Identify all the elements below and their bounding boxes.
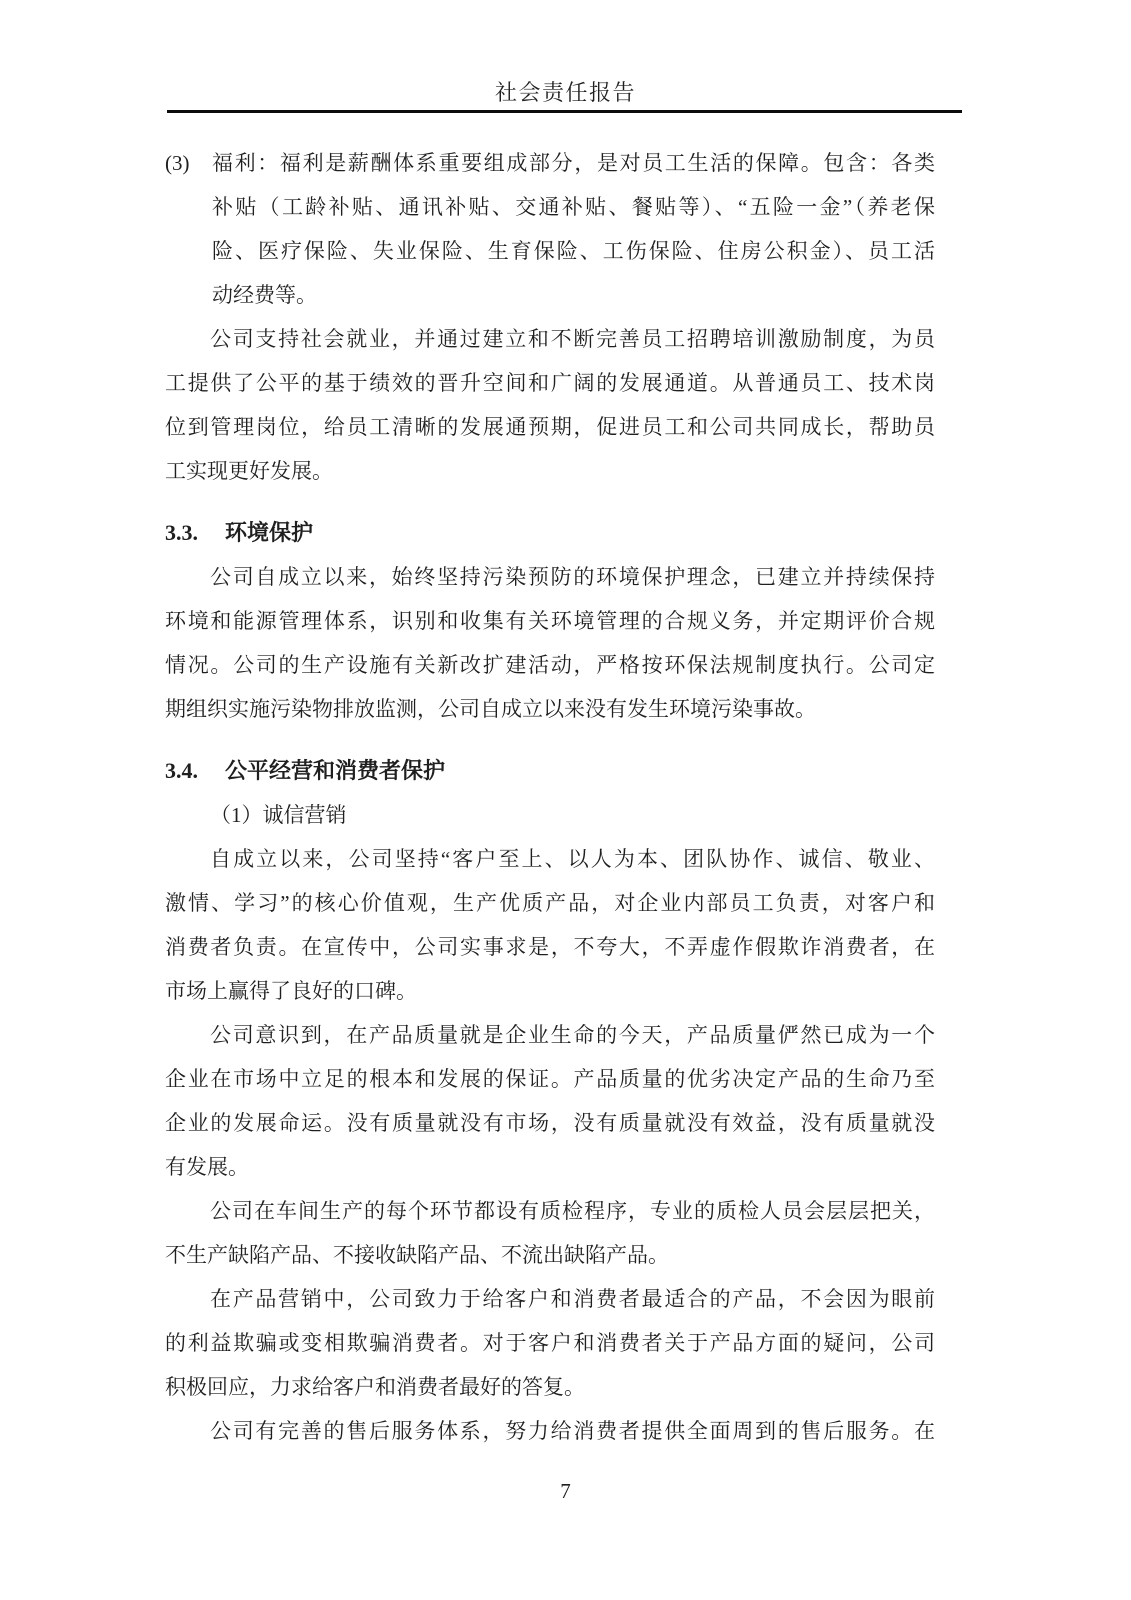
- text-line: 激情、学习”的核心价值观，生产优质产品，对企业内部员工负责，对客户和: [165, 891, 935, 915]
- text-line: 工实现更好发展。: [165, 459, 333, 483]
- text-line: 有发展。: [165, 1155, 249, 1179]
- text-line: 位到管理岗位，给员工清晰的发展通预期，促进员工和公司共同成长，帮助员: [165, 415, 935, 439]
- text-line: 公司意识到，在产品质量就是企业生命的今天，产品质量俨然已成为一个: [210, 1023, 935, 1047]
- text-line: 补贴（工龄补贴、通讯补贴、交通补贴、餐贴等）、“五险一金”（养老保: [212, 195, 935, 219]
- heading-text: 公平经营和消费者保护: [225, 758, 446, 783]
- text-line: 自成立以来，公司坚持“客户至上、以人为本、团队协作、诚信、敬业、: [210, 847, 935, 871]
- text-line: 在产品营销中，公司致力于给客户和消费者最适合的产品，不会因为眼前: [210, 1287, 935, 1311]
- text-line: 企业的发展命运。没有质量就没有市场，没有质量就没有效益，没有质量就没: [165, 1111, 935, 1135]
- page-title: 社会责任报告: [494, 80, 636, 105]
- text-line: 工提供了公平的基于绩效的晋升空间和广阔的发展通道。从普通员工、技术岗: [165, 371, 935, 395]
- section-heading: [165, 511, 935, 555]
- text-line: 公司有完善的售后服务体系，努力给消费者提供全面周到的售后服务。在: [210, 1419, 935, 1443]
- paragraph: [165, 793, 935, 837]
- paragraph: [165, 1409, 935, 1453]
- text-line: 公司支持社会就业，并通过建立和不断完善员工招聘培训激励制度，为员: [210, 327, 935, 351]
- header-rule: [167, 110, 962, 113]
- list-lines: [212, 141, 935, 317]
- text-line: 福利：福利是薪酬体系重要组成部分，是对员工生活的保障。包含：各类: [212, 151, 935, 175]
- list-marker: (3): [165, 151, 190, 175]
- text-line: 的利益欺骗或变相欺骗消费者。对于客户和消费者关于产品方面的疑问，公司: [165, 1331, 935, 1355]
- text-line: 公司在车间生产的每个环节都设有质检程序，专业的质检人员会层层把关，: [210, 1199, 935, 1223]
- heading-number: 3.4.: [165, 758, 198, 783]
- list-item: [165, 141, 935, 317]
- text-line: 情况。公司的生产设施有关新改扩建活动，严格按环保法规制度执行。公司定: [165, 653, 935, 677]
- paragraph: [165, 1277, 935, 1409]
- page-number: 7: [560, 1479, 571, 1503]
- text-line: 积极回应，力求给客户和消费者最好的答复。: [165, 1375, 585, 1399]
- paragraph: [165, 1189, 935, 1277]
- document-body: [165, 141, 935, 1453]
- text-line: 动经费等。: [212, 283, 317, 307]
- heading-text: 环境保护: [225, 520, 314, 545]
- text-line: 不生产缺陷产品、不接收缺陷产品、不流出缺陷产品。: [165, 1243, 669, 1267]
- paragraph: [165, 837, 935, 1013]
- text-line: （1）诚信营销: [210, 803, 347, 827]
- paragraph: [165, 1013, 935, 1189]
- text-line: 企业在市场中立足的根本和发展的保证。产品质量的优劣决定产品的生命乃至: [165, 1067, 935, 1091]
- text-line: 险、医疗保险、失业保险、生育保险、工伤保险、住房公积金）、员工活: [212, 239, 935, 263]
- paragraph: [165, 555, 935, 731]
- section-heading: [165, 749, 935, 793]
- text-line: 市场上赢得了良好的口碑。: [165, 979, 417, 1003]
- paragraph: [165, 317, 935, 493]
- text-line: 期组织实施污染物排放监测，公司自成立以来没有发生环境污染事故。: [165, 697, 816, 721]
- text-line: 环境和能源管理体系，识别和收集有关环境管理的合规义务，并定期评价合规: [165, 609, 935, 633]
- text-line: 消费者负责。在宣传中，公司实事求是，不夸大，不弄虚作假欺诈消费者，在: [165, 935, 935, 959]
- text-line: 公司自成立以来，始终坚持污染预防的环境保护理念，已建立并持续保持: [210, 565, 935, 589]
- heading-number: 3.3.: [165, 520, 198, 545]
